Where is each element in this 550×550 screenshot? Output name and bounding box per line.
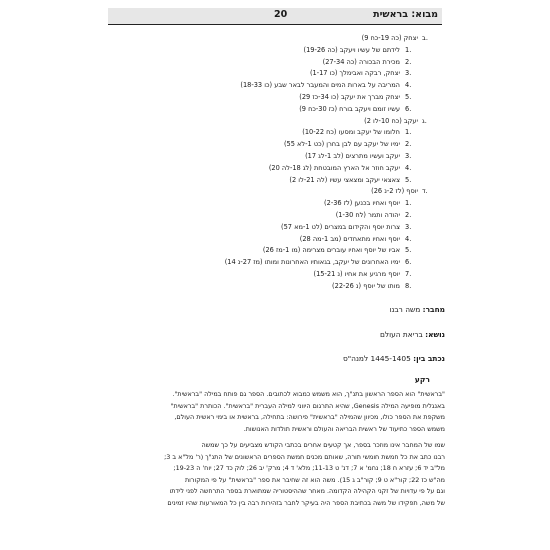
outline-marker: 8. — [405, 281, 412, 290]
outline-item: צרות יוסף והקידום במצרים (לט 1-מא 57) — [281, 222, 400, 231]
paragraph-line: מל"ב יד 6; עזרא ח 18; נחמ' א 7; דנ' ט 11-13; מלא' ד 4; מרק' יב 26; לוק כד 27; יוח' ה 19-23; — [173, 464, 445, 472]
paragraph-line: "בראשית" הוא הספר הראשון בתנ"ך, הוא משמש כמבוא לכתובים. הספר גם פותח במילה "בראשית". — [172, 390, 445, 398]
outline-marker: 5. — [405, 93, 412, 101]
author-value: משה רבנו — [389, 305, 421, 314]
outline-item: עשיו זומם ויעקב בורח (כז 30-כח 9) — [299, 104, 400, 113]
paragraph-line: מה"ש כז 22; קור"א ט 9; קור"ב ג 15). משה הוא זה שחיבר את ספר "בראשית" על פי המקורות — [184, 475, 445, 484]
header-title: מבוא: בראשית — [373, 9, 438, 20]
outline-item: מותו של יוסף (נ 22-26) — [332, 281, 400, 290]
paragraph-line: רבנו כתב את כל חמשת חומשי תורה, שאותם מכנים חמשת הספרים הראשונים של התנ"ך (ר' מל"א ב 3; — [164, 452, 445, 461]
outline-item: צאצאי יעקב ומצאצי עשיו (לה 21-לו 2) — [289, 175, 400, 184]
outline-item: מכירת הבכורה (כה 27-34) — [322, 57, 400, 66]
outline-item: יוסף ואחיו מתאחדים (מב 1-מה 28) — [299, 234, 400, 243]
outline-marker: 2. — [405, 211, 412, 219]
outline-marker: 4. — [405, 81, 412, 90]
topic-label: נושא: — [425, 330, 445, 339]
outline-item: יעקב חוזר אל הארץ המובטחת (לג 18-לה 20) — [268, 163, 400, 172]
paragraph-line: משקפת את הספר כולו, מכיוון שהמילה "בראשית" פירושה: בתחילה, בראשית או בימי ראשית העולם, — [174, 413, 445, 421]
outline-marker: 1. — [405, 128, 412, 137]
author-row — [389, 305, 445, 314]
outline-marker: 3. — [405, 69, 412, 78]
paragraph-line: של משה, תפקידו של משה בכתיבת הספר היה בעיקר לחבר בזהירות רבה בין כל המאורעות שהיו זמינים — [167, 498, 445, 507]
paragraph-line: שמו של המחבר אינו מוזכר בספר, אך קטעים אחרים בכתבי הקודש מצביעים על כך שמשה — [201, 441, 445, 449]
outline-marker: 4. — [405, 163, 412, 172]
page-header — [108, 8, 442, 25]
outline-marker: 5. — [405, 175, 412, 184]
outline-item: יוסף מרגיע את אחיו (נ 15-21) — [313, 270, 400, 278]
outline-marker: 7. — [405, 270, 412, 278]
author-label: מחבר: — [422, 305, 445, 314]
outline-marker: 2. — [405, 140, 412, 149]
outline-item: אביו של יוסף ואחיו עוברים מצרימה (מו 1-מז 26) — [262, 246, 400, 255]
outline-marker: ג. — [422, 116, 427, 125]
outline-section: יוסף (לז 2-נ 26) — [371, 187, 418, 196]
outline-marker: ב. — [422, 34, 428, 42]
outline-item: המריבה על בארות המים והמעבר לבאר שבע (כו 18-33) — [240, 81, 400, 90]
outline-item: יעקב ועשיו מתרצים (לב 1-לג 17) — [305, 152, 400, 160]
outline-item: חלומו של יעקב ומסעו (כח 10-22) — [302, 128, 400, 137]
outline-item: ימיו של יעקב עם לבן בחרן (כט 1-לא 55) — [283, 140, 400, 149]
written-label: נכתב בין: — [413, 354, 445, 363]
outline-item: לידתם של עשיו ויעקב (כה 19-26) — [303, 45, 400, 54]
outline-marker: 6. — [405, 258, 412, 267]
outline-item: יהודה ותמר (לח 1-30) — [335, 211, 400, 219]
topic-value: בריאת העולם — [379, 330, 423, 339]
outline-item: יצחק מברך את יעקב (כו 34-כז 29) — [299, 93, 400, 101]
written-value: 1445-1405 למנה"ס — [342, 354, 411, 363]
outline-marker: 3. — [405, 222, 412, 231]
topic-row — [380, 330, 445, 339]
outline-item: ימיו האחרונים של יעקב, בגאותיו האחרונות ומותו (מז 27-נ 14) — [224, 258, 400, 267]
outline-marker: 1. — [405, 199, 412, 208]
background-heading: רקע — [414, 375, 430, 384]
page-number: 20 — [274, 9, 288, 20]
outline-marker: 6. — [405, 104, 412, 113]
paragraph-line: וגם על פי עדויות של זקני הקהילה הקדומה. מאחר שההיסטוריה שמתוארת בספר התרחשה לפני לידתו — [169, 487, 445, 495]
outline-marker: 4. — [405, 234, 412, 243]
paragraph-line: משמש הספר כתיעוד של ראשית הבריאה והעולם וראשית תולדות האנושות. — [243, 424, 445, 433]
paragraph-line: באנגלית מופיעה המילה Genesis, שהיא התרגום היווני למילה העברית "בראשית". הכותרת "בראשית" — [170, 401, 445, 410]
outline-marker: ד. — [422, 187, 428, 196]
outline-marker: 2. — [405, 57, 412, 66]
outline-item: יוסף ואחיו בכנען (לז 2-36) — [324, 199, 400, 208]
outline-item: יצחק, רבקה ואבימלך (כו 1-17) — [309, 69, 400, 78]
outline-marker: 3. — [405, 152, 412, 160]
outline-marker: 1. — [405, 45, 412, 54]
outline-marker: 5. — [405, 246, 412, 255]
outline-section: יעקב (כח 10-לו 2) — [364, 116, 418, 125]
written-row — [343, 354, 445, 363]
outline-section: יצחק (כה 19-כח 9) — [361, 34, 418, 42]
